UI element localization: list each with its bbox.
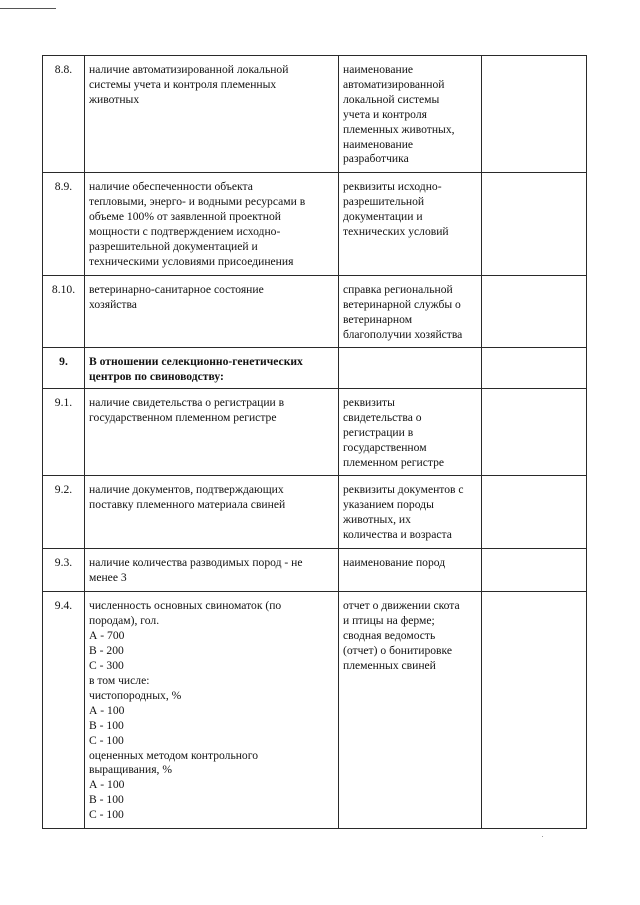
- row-number: 9.4.: [43, 592, 85, 829]
- text-line: техническими условиями присоединения: [89, 254, 294, 268]
- text-line: наличие количества разводимых пород - не: [89, 556, 303, 570]
- table-row: [43, 389, 587, 476]
- text-line: наименование пород: [343, 556, 446, 570]
- section-heading-line: центров по свиноводству:: [89, 369, 224, 383]
- section-heading-line: В отношении селекционно-генетических: [89, 354, 303, 368]
- section-number: 9.: [43, 347, 85, 389]
- row-number: 8.9.: [43, 173, 85, 276]
- table-row: [43, 173, 587, 276]
- text-line: и птицы на ферме;: [343, 614, 435, 628]
- text-line: в том числе:: [89, 673, 150, 687]
- text-line: автоматизированной: [343, 77, 445, 91]
- text-line: наличие свидетельства о регистрации в: [89, 396, 285, 410]
- text-line: численность основных свиноматок (по: [89, 599, 282, 613]
- empty-cell: [482, 592, 587, 829]
- text-line: А - 100: [89, 778, 125, 792]
- text-line: племенном регистре: [343, 456, 445, 470]
- text-line: реквизиты: [343, 396, 395, 410]
- table-row: [43, 56, 587, 173]
- text-line: документации и: [343, 209, 423, 223]
- text-line: ветеринарном: [343, 312, 413, 326]
- text-line: А - 100: [89, 703, 125, 717]
- scan-speck: [542, 836, 543, 837]
- text-line: реквизиты документов с: [343, 483, 464, 497]
- text-line: животных: [89, 92, 140, 106]
- text-line: государственном племенном регистре: [89, 411, 277, 425]
- row-number: 9.1.: [43, 389, 85, 476]
- empty-cell: [482, 549, 587, 592]
- document-cell: [339, 476, 482, 549]
- row-number: 9.3.: [43, 549, 85, 592]
- text-line: А - 700: [89, 629, 125, 643]
- requirements-table: [42, 55, 587, 829]
- text-line: В - 100: [89, 793, 124, 807]
- text-line: учета и контроля: [343, 107, 427, 121]
- text-line: выращивания, %: [89, 763, 173, 777]
- text-line: государственном: [343, 441, 427, 455]
- text-line: поставку племенного материала свиней: [89, 498, 286, 512]
- empty-cell: [482, 276, 587, 348]
- text-line: объеме 100% от заявленной проектной: [89, 209, 281, 223]
- text-line: ветеринарной службы о: [343, 297, 461, 311]
- text-line: С - 100: [89, 733, 124, 747]
- text-line: наименование: [343, 137, 414, 151]
- row-number: 8.8.: [43, 56, 85, 173]
- text-line: наименование: [343, 63, 414, 76]
- document-cell: [339, 389, 482, 476]
- row-number: 8.10.: [43, 276, 85, 348]
- table-row: [43, 549, 587, 592]
- requirement-cell: [85, 389, 339, 476]
- text-line: тепловыми, энерго- и водными ресурсами в: [89, 194, 306, 208]
- text-line: отчет о движении скота: [343, 599, 460, 613]
- table-row: [43, 276, 587, 348]
- text-line: разработчика: [343, 152, 409, 166]
- text-line: разрешительной документацией и: [89, 239, 258, 253]
- requirement-cell: [85, 173, 339, 276]
- requirement-cell: [85, 549, 339, 592]
- document-cell: [339, 56, 482, 173]
- text-line: благополучии хозяйства: [343, 327, 463, 341]
- text-line: ветеринарно-санитарное состояние: [89, 283, 264, 296]
- document-cell: [339, 549, 482, 592]
- row-number: 9.2.: [43, 476, 85, 549]
- header-rule: [0, 8, 56, 9]
- text-line: указанием породы: [343, 498, 434, 512]
- text-line: В - 200: [89, 644, 124, 658]
- document-cell: [339, 276, 482, 348]
- document-cell: [339, 592, 482, 829]
- text-line: локальной системы: [343, 92, 440, 106]
- text-line: породам), гол.: [89, 614, 160, 628]
- text-line: наличие обеспеченности объекта: [89, 180, 253, 193]
- table-row: [43, 592, 587, 829]
- section-heading-cell: [85, 347, 339, 389]
- text-line: наличие документов, подтверждающих: [89, 483, 284, 497]
- text-line: разрешительной: [343, 194, 425, 208]
- text-line: справка региональной: [343, 283, 453, 296]
- text-line: мощности с подтверждением исходно-: [89, 224, 281, 238]
- document-cell: [339, 173, 482, 276]
- text-line: наличие автоматизированной локальной: [89, 63, 289, 76]
- text-line: чистопородных, %: [89, 688, 182, 702]
- text-line: животных, их: [343, 513, 411, 527]
- empty-cell: [482, 476, 587, 549]
- text-line: менее 3: [89, 571, 127, 585]
- empty-cell: [339, 347, 482, 389]
- text-line: количества и возраста: [343, 528, 452, 542]
- empty-cell: [482, 347, 587, 389]
- text-line: племенных животных,: [343, 122, 455, 136]
- text-line: племенных свиней: [343, 659, 436, 673]
- text-line: регистрации в: [343, 426, 414, 440]
- section-heading-row: [43, 347, 587, 389]
- text-line: реквизиты исходно-: [343, 180, 442, 193]
- empty-cell: [482, 389, 587, 476]
- requirement-cell: [85, 592, 339, 829]
- requirement-cell: [85, 276, 339, 348]
- text-line: технических условий: [343, 224, 449, 238]
- empty-cell: [482, 173, 587, 276]
- text-line: оцененных методом контрольного: [89, 748, 258, 762]
- text-line: (отчет) о бонитировке: [343, 644, 453, 658]
- requirement-cell: [85, 56, 339, 173]
- text-line: хозяйства: [89, 297, 137, 311]
- text-line: сводная ведомость: [343, 629, 436, 643]
- text-line: В - 100: [89, 718, 124, 732]
- text-line: свидетельства о: [343, 411, 422, 425]
- empty-cell: [482, 56, 587, 173]
- table-row: [43, 476, 587, 549]
- text-line: С - 300: [89, 659, 124, 673]
- requirement-cell: [85, 476, 339, 549]
- text-line: системы учета и контроля племенных: [89, 77, 277, 91]
- text-line: С - 100: [89, 808, 124, 822]
